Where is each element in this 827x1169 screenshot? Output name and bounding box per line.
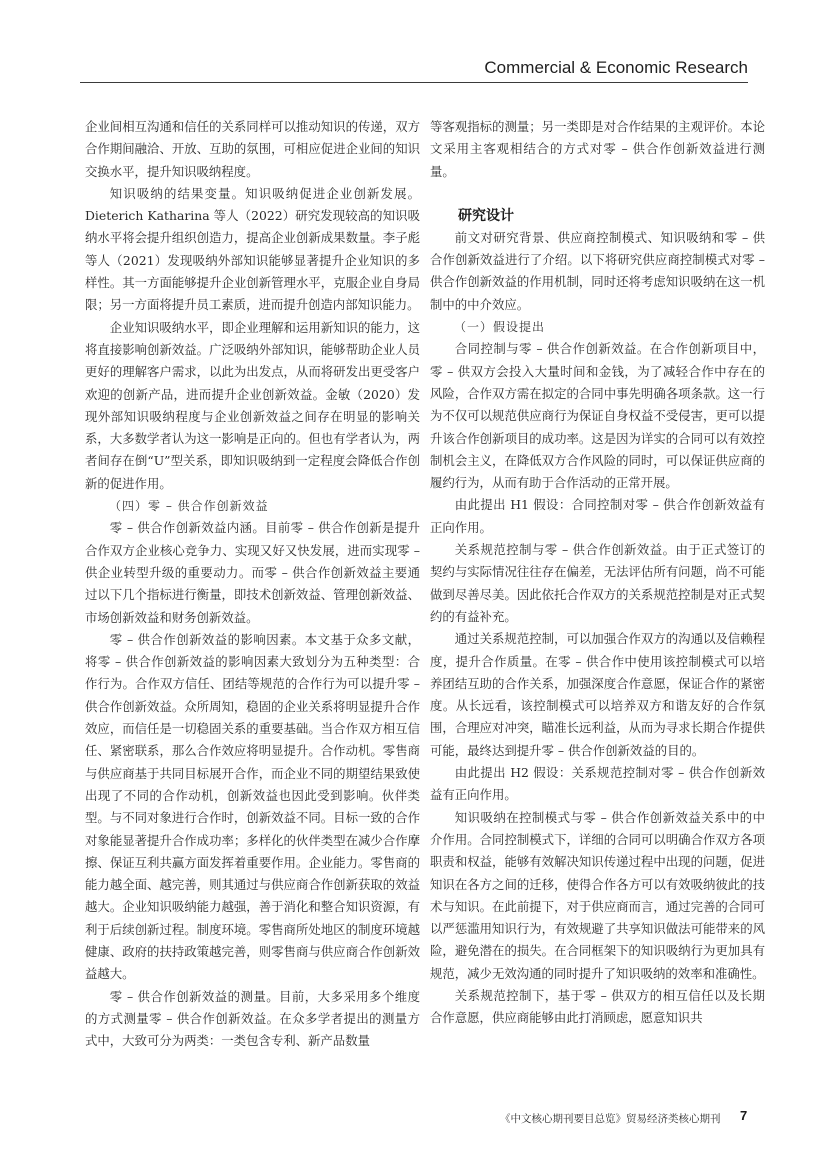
footer-journal-listing: 《中文核心期刊要目总览》贸易经济类核心期刊 <box>500 1113 721 1125</box>
left-paragraphs-bottom <box>85 517 420 1052</box>
left-paragraphs-top <box>85 116 420 495</box>
body-paragraph: 知识吸纳的结果变量。知识吸纳促进企业创新发展。Dieterich Katharina 等人（2022）研究发现较高的知识吸纳水平将会提升组织创造力，提高企业创新成果数量。李子彪等人（2021）发现吸纳外部知识能够显著提升企业知识的多样性。其一方面能够提升企业创新管理水平，克服企业自身局限；另一方面将提升员工素质，进而提升创造内部知识能力。 <box>85 185 420 313</box>
section-heading-research-design: 研究设计 <box>458 207 514 224</box>
header-rule <box>80 82 748 83</box>
body-paragraph: 零 – 供合作创新效益内涵。目前零 – 供合作创新是提升合作双方企业核心竞争力、实现又好又快发展，进而实现零 – 供企业转型升级的重要动力。而零 – 供合作创新效益主要通过以下几个指标进行衡量，即技术创新效益、管理创新效益、市场创新效益和财务创新效益。 <box>85 520 420 625</box>
body-paragraph: 由此提出 H2 假设：关系规范控制对零 – 供合作创新效益有正向作用。 <box>430 765 765 803</box>
right-paragraphs-bottom <box>430 338 765 1029</box>
body-paragraph: 合同控制与零 – 供合作创新效益。在合作创新项目中，零 – 供双方会投入大量时间和金钱，为了减轻合作中存在的风险，合作双方需在拟定的合同中事先明确各项条款。这一行为不仅可以规范供应商行为保证自身权益不受侵害，更可以提升该合作创新项目的成功率。这是因为详实的合同可以有效控制机会主义，在降低双方合作风险的同时，可以保证供应商的履约行为，从而有助于合作活动的正常开展。 <box>430 341 765 491</box>
body-paragraph: 零 – 供合作创新效益的测量。目前，大多采用多个维度的方式测量零 – 供合作创新效益。在众多学者提出的测量方式中，大致可分为两类：一类包含专利、新产品数量 <box>85 988 420 1049</box>
body-paragraph: 关系规范控制与零 – 供合作创新效益。由于正式签订的契约与实际情况往往存在偏差，无法评估所有问题，尚不可能做到尽善尽美。因此依托合作双方的关系规范控制是对正式契约的有益补充。 <box>430 542 765 624</box>
subheading-zero-supply-innovation: （四）零 – 供合作创新效益 <box>109 499 269 514</box>
page-number: 7 <box>740 1108 748 1123</box>
body-paragraph: 通过关系规范控制，可以加强合作双方的沟通以及信赖程度，提升合作质量。在零 – 供合作中使用该控制模式可以培养团结互助的合作关系，加强深度合作意愿，保证合作的紧密度。从长远看，该控制模式可以培养双方和谐友好的合作氛围，合理应对冲突，瞄准长远利益，从而为寻求长期合作提供可能，最终达到提升零 – 供合作创新效益的目的。 <box>430 631 765 758</box>
body-paragraph: 等客观指标的测量；另一类即是对合作结果的主观评价。本论文采用主客观相结合的方式对零 – 供合作创新效益进行测量。 <box>430 119 765 179</box>
body-paragraph: 零 – 供合作创新效益的影响因素。本文基于众多文献，将零 – 供合作创新效益的影响因素大致划分为五种类型：合作行为。合作双方信任、团结等规范的合作行为可以提升零 – 供合作创新效益。众所周知，稳固的企业关系将明显提升合作效应，而信任是一切稳固关系的重要基础。当合作双方相互信任、紧密联系，那么合作效应将明显提升。合作动机。零售商与供应商基于共同目标展开合作，而企业不同的期望结果致使出现了不同的合作动机，创新效益也因此受到影响。伙伴类型。与不同对象进行合作时，创新效益不同。目标一致的合作对象能显著提升合作成功率；多样化的伙伴类型在减少合作摩擦、保证互利共赢方面发挥着重要作用。企业能力。零售商的能力越全面、越完善，则其通过与供应商合作创新获取的效益越大。企业知识吸纳能力越强，善于消化和整合知识资源，有利于后续创新过程。制度环境。零售商所处地区的制度环境越健康、政府的扶持政策越完善，则零售商与供应商合作创新效益越大。 <box>85 631 420 982</box>
body-paragraph: 关系规范控制下，基于零 – 供双方的相互信任以及长期合作意愿，供应商能够由此打消顾虑，愿意知识共 <box>430 987 765 1026</box>
running-head: Commercial & Economic Research <box>484 58 748 77</box>
body-paragraph: 企业间相互沟通和信任的关系同样可以推动知识的传递，双方合作期间融洽、开放、互助的氛围，可相应促进企业间的知识交换水平，提升知识吸纳程度。 <box>85 119 420 179</box>
right-paragraphs-top <box>430 116 765 183</box>
body-paragraph: 由此提出 H1 假设：合同控制对零 – 供合作创新效益有正向作用。 <box>430 497 765 535</box>
body-paragraph: 知识吸纳在控制模式与零 – 供合作创新效益关系中的中介作用。合同控制模式下，详细的合同可以明确合作双方各项职责和权益，能够有效解决知识传递过程中出现的问题，促进知识在各方之间的迁移，使得合作各方可以有效吸纳彼此的技术与知识。在此前提下，对于供应商而言，通过完善的合同可以严惩滥用知识行为，有效规避了共享知识做法可能带来的风险，避免潜在的损失。在合同框架下的知识吸纳行为更加具有规范，减少无效沟通的同时提升了知识吸纳的效率和准确性。 <box>430 809 765 981</box>
body-paragraph: 企业知识吸纳水平，即企业理解和运用新知识的能力，这将直接影响创新效益。广泛吸纳外部知识，能够帮助企业人员更好的理解客户需求，以此为出发点，从而将研发出更受客户欢迎的创新产品，进而提升企业创新效益。金敏（2020）发现外部知识吸纳程度与企业创新效益之间存在明显的影响关系，大多数学者认为这一影响是正向的。但也有学者认为，两者间存在倒“U”型关系，即知识吸纳到一定程度会降低合作创新的促进作用。 <box>85 319 420 491</box>
right-paragraphs-mid <box>430 227 765 316</box>
subheading-hypotheses: （一）假设提出 <box>454 320 546 335</box>
right-column <box>430 116 765 1030</box>
body-paragraph: 前文对研究背景、供应商控制模式、知识吸纳和零 – 供合作创新效益进行了介绍。以下将研究供应商控制模式对零 – 供合作创新效益的作用机制，同时还将考虑知识吸纳在这一机制中的中介效应。 <box>430 229 765 312</box>
left-column <box>85 116 420 1052</box>
